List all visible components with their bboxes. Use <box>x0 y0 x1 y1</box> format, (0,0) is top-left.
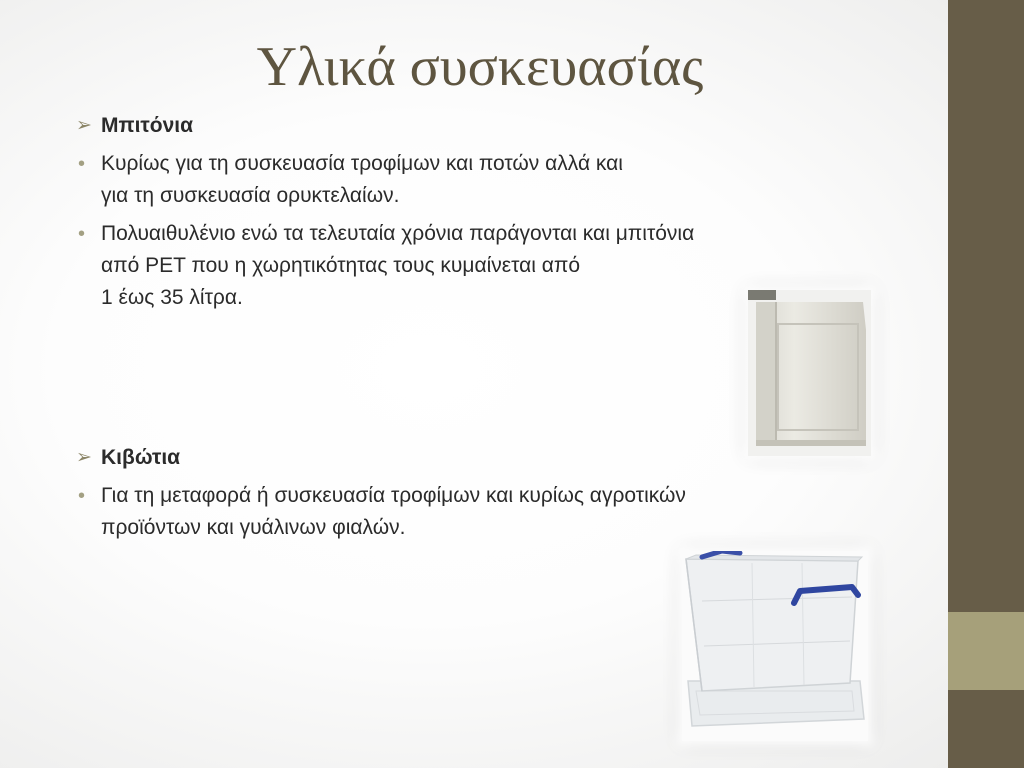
jerrycan-illustration <box>748 290 871 456</box>
bullet-paragraph <box>74 480 894 544</box>
plastic-storage-box-photo <box>682 551 868 741</box>
dot-bullet-icon: • <box>78 153 86 175</box>
bullet-line: Κυρίως για τη συσκευασία τροφίμων και ποτών αλλά και <box>101 152 623 175</box>
section-heading-jerrycans <box>74 110 894 142</box>
section-heading-label: Κιβώτια <box>101 446 181 469</box>
bullet-paragraph <box>74 148 894 212</box>
dot-bullet-icon: • <box>78 223 86 245</box>
jerrycan-photo <box>748 290 871 456</box>
bullet-line: προϊόντων και γυάλινων φιαλών. <box>101 516 406 539</box>
bullet-line: Για τη μεταφορά ή συσκευασία τροφίμων και κυρίως αγροτικών <box>101 484 686 507</box>
storage-box-illustration <box>682 551 868 741</box>
arrow-bullet-icon: ➢ <box>76 447 92 468</box>
bullet-line: από PET που η χωρητικότητας τους κυμαίνεται από <box>101 254 581 277</box>
section-heading-label: Μπιτόνια <box>101 114 194 137</box>
dot-bullet-icon: • <box>78 485 86 507</box>
bullet-line: 1 έως 35 λίτρα. <box>101 286 243 309</box>
arrow-bullet-icon: ➢ <box>76 115 92 136</box>
bullet-line: Πολυαιθυλένιο ενώ τα τελευταία χρόνια παράγονται και μπιτόνια <box>101 222 695 245</box>
slide-title: Υλικά συσκευασίας <box>256 36 704 98</box>
bullet-line: για τη συσκευασία ορυκτελαίων. <box>101 184 400 207</box>
decorative-side-band-accent <box>948 612 1024 690</box>
